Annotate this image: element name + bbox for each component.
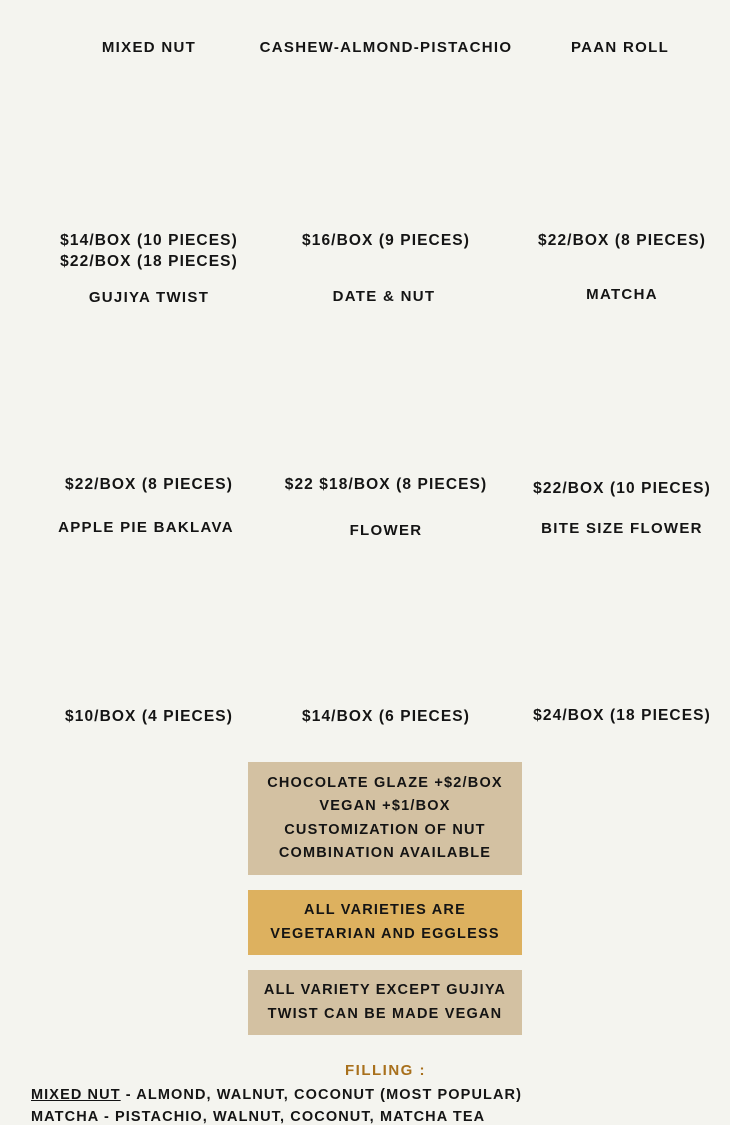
- options-info-box: [248, 762, 522, 875]
- filling-key-mixed-nut[interactable]: MIXED NUT: [31, 1087, 121, 1103]
- product-price-cashew-almond-pistachio: $16/BOX (9 PIECES): [302, 232, 470, 249]
- vegan-option: VEGAN +$1/BOX: [319, 798, 451, 814]
- filling-line-mixed-nut: [31, 1087, 522, 1103]
- product-price-paan-roll: $22/BOX (8 PIECES): [538, 232, 706, 249]
- product-price-bite-size-flower: $24/BOX (18 PIECES): [533, 707, 711, 724]
- product-price-matcha: $22/BOX (10 PIECES): [533, 480, 711, 497]
- vegetarian-info-box: [248, 890, 522, 955]
- product-price-date-and-nut: $22 $18/BOX (8 PIECES): [284, 476, 488, 493]
- product-name-cashew-almond-pistachio: CASHEW-ALMOND-PISTACHIO: [259, 39, 513, 56]
- product-name-paan-roll: PAAN ROLL: [570, 39, 670, 56]
- product-price-mixed-nut-2: $22/BOX (18 PIECES): [60, 253, 238, 270]
- customization-note-line-1: CUSTOMIZATION OF NUT: [284, 821, 486, 838]
- filling-key-matcha: MATCHA: [31, 1109, 99, 1125]
- vegan-info-box: [248, 970, 522, 1035]
- vegetarian-note-line-1: ALL VARIETIES ARE: [304, 902, 466, 918]
- product-name-apple-pie-baklava: APPLE PIE BAKLAVA: [58, 519, 234, 536]
- filling-line-matcha: [31, 1109, 485, 1125]
- vegan-note-line-1: ALL VARIETY EXCEPT GUJIYA: [263, 982, 507, 998]
- product-price-mixed-nut-1: $14/BOX (10 PIECES): [60, 232, 238, 249]
- filling-text-matcha: - PISTACHIO, WALNUT, COCONUT, MATCHA TEA: [98, 1109, 486, 1125]
- product-name-matcha: MATCHA: [586, 286, 658, 303]
- product-price-gujiya-twist: $22/BOX (8 PIECES): [65, 476, 233, 493]
- filling-text-mixed-nut: - ALMOND, WALNUT, COCONUT (MOST POPULAR): [120, 1087, 523, 1103]
- vegetarian-note-line-2: VEGETARIAN AND EGGLESS: [270, 925, 500, 942]
- product-price-flower: $14/BOX (6 PIECES): [302, 708, 470, 725]
- product-name-gujiya-twist: GUJIYA TWIST: [88, 289, 210, 306]
- customization-note-line-2: COMBINATION AVAILABLE: [278, 845, 492, 861]
- chocolate-glaze-option: CHOCOLATE GLAZE +$2/BOX: [267, 774, 503, 791]
- vegan-note-line-2: TWIST CAN BE MADE VEGAN: [267, 1005, 503, 1022]
- product-name-date-and-nut: DATE & NUT: [332, 288, 436, 305]
- filling-title: FILLING :: [345, 1062, 426, 1079]
- product-name-bite-size-flower: BITE SIZE FLOWER: [541, 520, 703, 537]
- product-price-apple-pie-baklava: $10/BOX (4 PIECES): [65, 708, 233, 725]
- product-name-mixed-nut: MIXED NUT: [101, 39, 197, 56]
- product-name-flower: FLOWER: [349, 522, 423, 539]
